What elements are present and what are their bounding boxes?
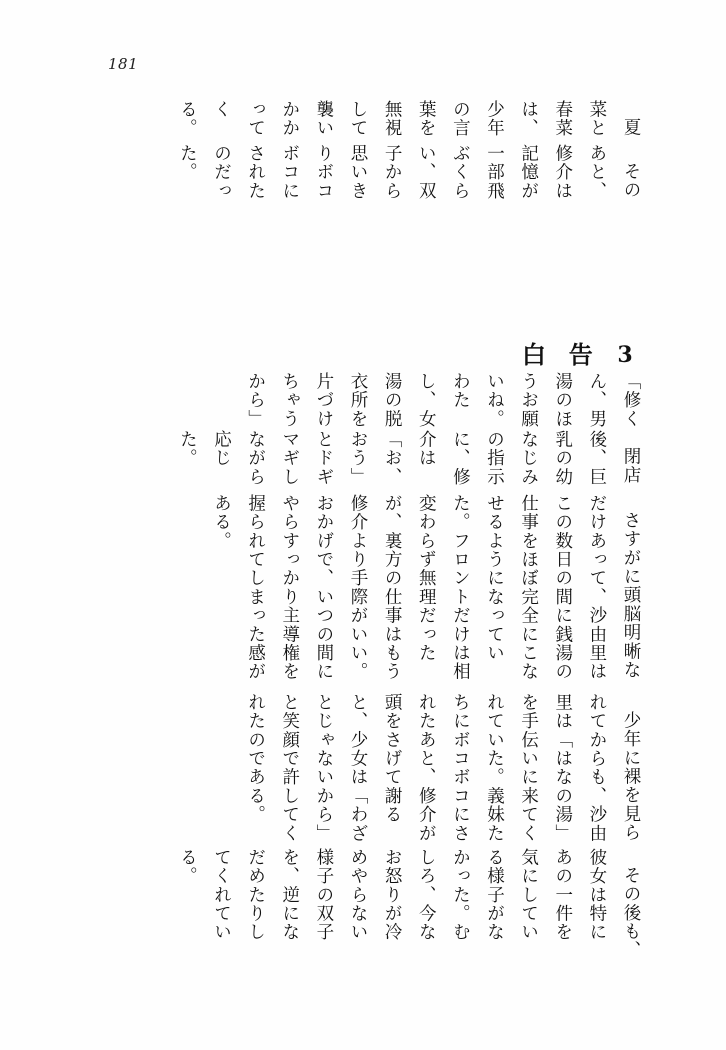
chapter-number: 3 xyxy=(612,341,638,372)
paragraph-1: 夏菜と春菜は、少年の言葉を無視して襲いかかってくる。 xyxy=(177,100,641,138)
page-number: 181 xyxy=(108,55,139,73)
paragraph-2: そのあと、修介は記憶が一部飛ぶくらい、双子から思いきりボコボコにされたのだった。 xyxy=(177,144,641,201)
paragraph-5: さすがに頭脳明晰なだけあって、沙由里はこの数日の間に銭湯の仕事をほぼ完全にこなせるようになっていた。フロントだけは相変わらず無理だったが、裏方の仕事はもう修介より手際がいい。おかげで、いつの間にやらすっかり主導権を握られてしまった感がある。 xyxy=(211,493,641,681)
paragraph-3: 「修くん、男湯のほうお願いね。わたし、女湯の脱衣所を片づけちゃうから」 xyxy=(245,371,641,428)
chapter-heading xyxy=(508,212,648,372)
paragraph-4: 閉店後、巨乳の幼なじみの指示に、修介は「お、おう」とドギマギしながら応じた。 xyxy=(177,429,641,486)
chapter-title: 告白 xyxy=(517,341,594,370)
paragraph-6: 少年に裸を見られてからも、沙由里は「はなの湯」を手伝いに来てくれていた。義妹たちにボコボコにされたあと、修介が頭をさげて謝ると、少女は「わざとじゃないから」と笑顔で許してくれたのである。 xyxy=(245,693,641,843)
paragraph-7: その後も、彼女は特にあの一件を気にしている様子がなかった。むしろ、今なお怒りが冷めやらない様子の双子を、逆になだめたりしてくれている。 xyxy=(177,848,641,960)
page-body-text xyxy=(88,100,648,960)
